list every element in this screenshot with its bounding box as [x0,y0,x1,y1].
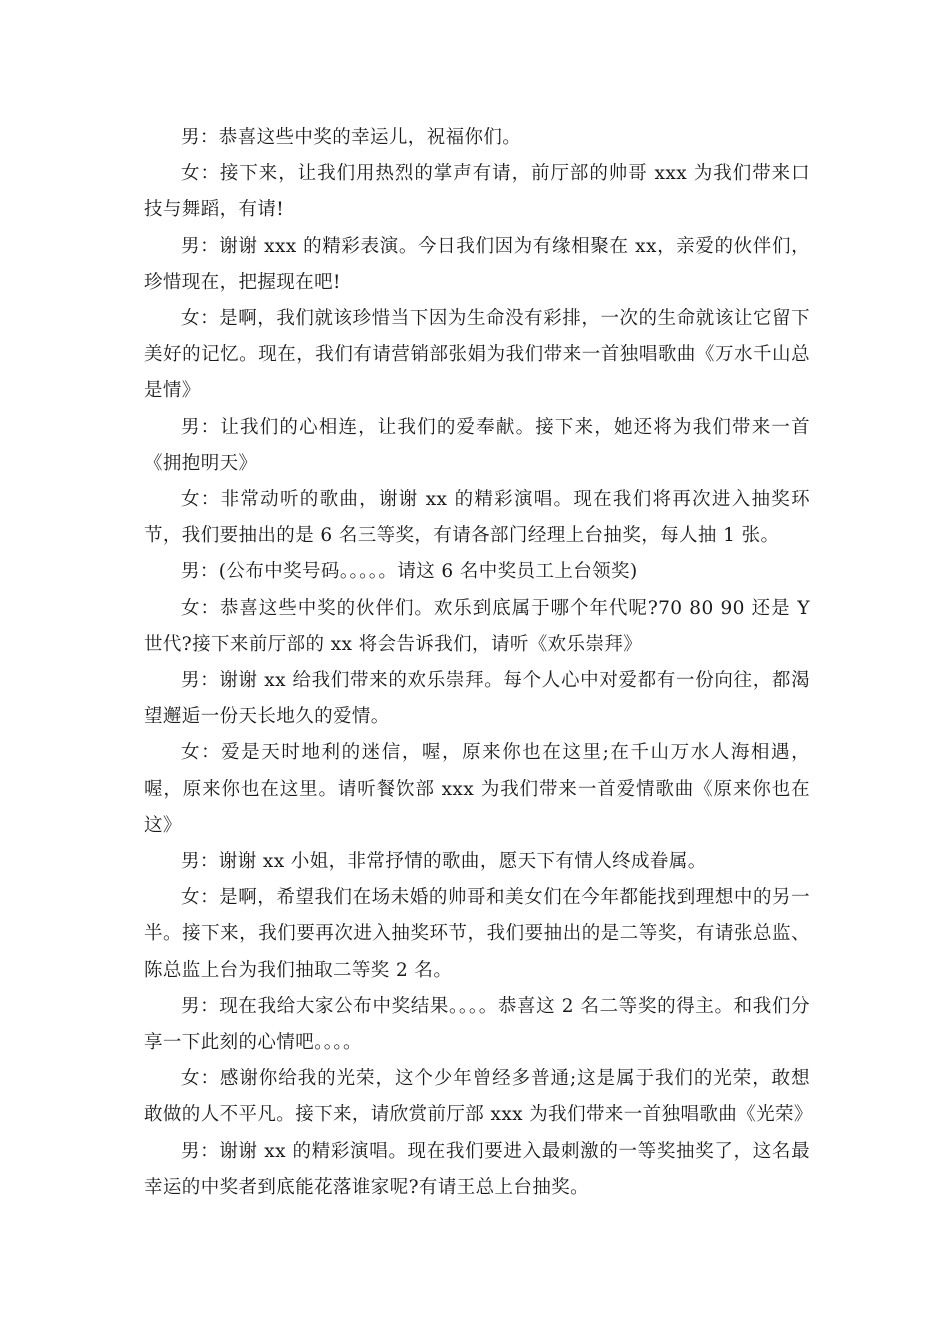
paragraph: 男：(公布中奖号码。。。。。请这 6 名中奖员工上台领奖) [181,561,638,583]
paragraph: 男：谢谢 xx 给我们带来的欢乐崇拜。每个人心中对爱都有一份向往，都渴望邂逅一份天长地久的爱情。 [144,670,810,728]
document-body [144,120,813,1206]
paragraph: 女：感谢你给我的光荣，这个少年曾经多普通;这是属于我们的光荣，敢想敢做的人不平凡。接下来，请欣赏前厅部 xxx 为我们带来一首独唱歌曲《光荣》 [144,1068,813,1126]
paragraph: 男：恭喜这些中奖的幸运儿，祝福你们。 [181,127,522,148]
paragraph: 男：谢谢 xx 小姐，非常抒情的歌曲，愿天下有情人终成眷属。 [181,851,707,873]
paragraph: 女：非常动听的歌曲，谢谢 xx 的精彩演唱。现在我们将再次进入抽奖环节，我们要抽出的是 6 名三等奖，有请各部门经理上台抽奖，每人抽 1 张。 [144,489,810,547]
paragraph: 女：是啊，我们就该珍惜当下因为生命没有彩排，一次的生命就该让它留下美好的记忆。现在，我们有请营销部张娟为我们带来一首独唱歌曲《万水千山总是情》 [144,308,810,402]
paragraph: 女：是啊，希望我们在场未婚的帅哥和美女们在今年都能找到理想中的另一半。接下来，我们要再次进入抽奖环节，我们要抽出的是二等奖，有请张总监、陈总监上台为我们抽取二等奖 2 名。 [144,887,810,981]
paragraph: 男：谢谢 xxx 的精彩表演。今日我们因为有缘相聚在 xx，亲爱的伙伴们，珍惜现在，把握现在吧! [144,235,810,293]
paragraph: 女：接下来，让我们用热烈的掌声有请，前厅部的帅哥 xxx 为我们带来口技与舞蹈，有请! [144,163,810,221]
paragraph: 男：现在我给大家公布中奖结果。。。。恭喜这 2 名二等奖的得主。和我们分享一下此刻的心情吧。。。。 [144,995,810,1054]
paragraph: 女：恭喜这些中奖的伙伴们。欢乐到底属于哪个年代呢?70 80 90 还是 Y 世代?接下来前厅部的 xx 将会告诉我们，请听《欢乐崇拜》 [144,597,810,655]
paragraph: 男：谢谢 xx 的精彩演唱。现在我们要进入最刺激的一等奖抽奖了，这名最幸运的中奖者到底能花落谁家呢?有请王总上台抽奖。 [144,1140,810,1198]
paragraph: 女：爱是天时地利的迷信，喔，原来你也在这里;在千山万水人海相遇，喔，原来你也在这里。请听餐饮部 xxx 为我们带来一首爱情歌曲《原来你也在这》 [144,742,810,836]
paragraph: 男：让我们的心相连，让我们的爱奉献。接下来，她还将为我们带来一首《拥抱明天》 [144,416,810,474]
